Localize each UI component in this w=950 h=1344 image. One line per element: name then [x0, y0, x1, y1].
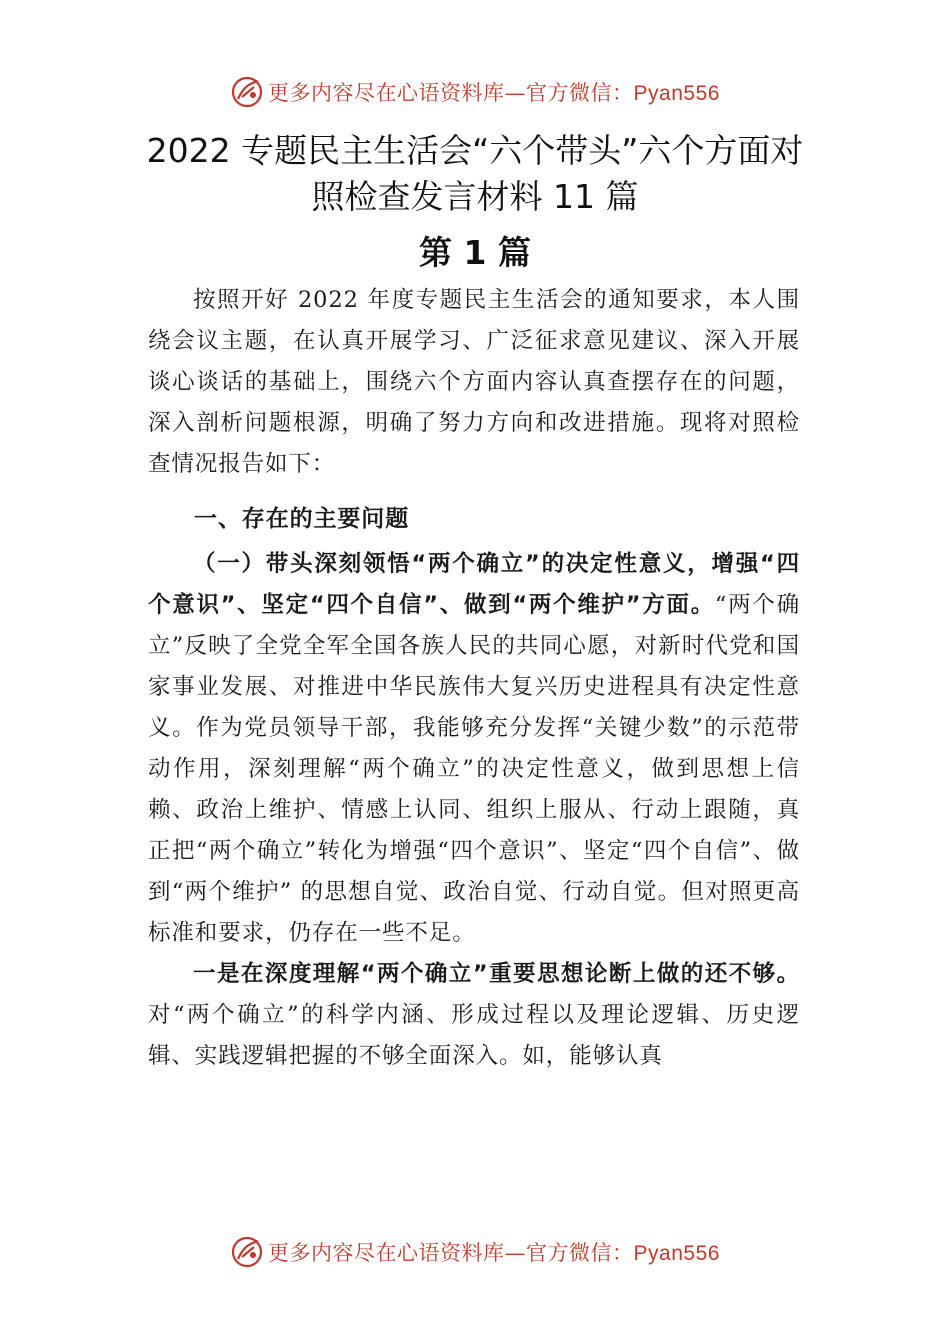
document-title [100, 128, 850, 220]
brand-logo-icon [230, 75, 264, 109]
title-line-2: 照检查发言材料 11 篇 [311, 177, 639, 216]
header-wechat-id: Pyan556 [633, 82, 720, 105]
footer-banner-text [268, 1237, 720, 1267]
header-site-name: 更多内容尽在心语资料库 [268, 81, 505, 105]
footer-banner [0, 1232, 950, 1272]
point-1-paragraph [148, 954, 800, 1077]
header-banner [0, 72, 950, 112]
intro-paragraph: 按照开好 2022 年度专题民主生活会的通知要求，本人围绕会议主题，在认真开展学习、广泛征求意见建议、深入开展谈心谈话的基础上，围绕六个方面内容认真查摆存在的问题，深入剖析问题根源，明确了努力方向和改进措施。现将对照检查情况报告如下： [148, 287, 800, 477]
footer-site-name: 更多内容尽在心语资料库 [268, 1241, 505, 1265]
document-body [148, 280, 800, 1077]
item-1-heading: （一）带头深刻领悟“两个确立”的决定性意义，增强“四个意识”、坚定“四个自信”、做到“两个维护”方面。 [148, 551, 800, 618]
item-1-paragraph [148, 544, 800, 954]
title-line-1: 2022 专题民主生活会“六个带头”六个方面对 [146, 131, 804, 170]
item-1-text: “两个确立”反映了全党全军全国各族人民的共同心愿，对新时代党和国家事业发展、对推进中华民族伟大复兴历史进程具有决定性意义。作为党员领导干部，我能够充分发挥“关键少数”的示范带动作用，深刻理解“两个确立”的决定性意义，做到思想上信赖、政治上维护、情感上认同、组织上服从、行动上跟随，真正把“两个确立”转化为增强“四个意识”、坚定“四个自信”、做到“两个维护” 的思想自觉、政治自觉、行动自觉。但对照更高标准和要求，仍存在一些不足。 [148, 592, 800, 946]
point-1-text: 对“两个确立”的科学内涵、形成过程以及理论逻辑、历史逻辑、实践逻辑把握的不够全面深入。如，能够认真 [148, 1002, 800, 1069]
header-banner-text [268, 77, 720, 107]
footer-dash: — [504, 1241, 527, 1265]
footer-wechat-label: 官方微信： [526, 1241, 634, 1265]
part-heading: 第 1 篇 [419, 233, 531, 272]
brand-logo-icon [230, 1235, 264, 1269]
footer-wechat-id: Pyan556 [633, 1242, 720, 1265]
header-dash: — [504, 81, 527, 105]
section-heading: 一、存在的主要问题 [194, 506, 410, 532]
point-1-heading: 一是在深度理解“两个确立”重要思想论断上做的还不够。 [193, 961, 800, 987]
header-wechat-label: 官方微信： [526, 81, 634, 105]
